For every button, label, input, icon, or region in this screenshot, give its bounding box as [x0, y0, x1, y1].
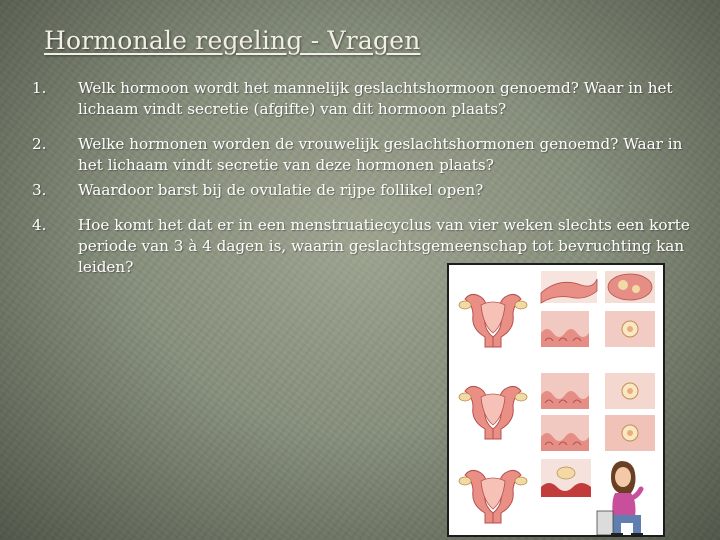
- girl-figure-icon: [597, 461, 643, 535]
- question-text: Hoe komt het dat er in een menstruatiecyclus van vier weken slechts een korte periode van 3 à 4 dagen is, waarin geslachtsgemeenschap tot bevruchting kan leiden?: [78, 216, 690, 276]
- ovary-follicles-icon: [605, 271, 655, 303]
- question-number: 2.: [32, 135, 47, 153]
- mucosa-detail-icon: [541, 415, 589, 451]
- egg-cell-icon: [605, 415, 655, 451]
- uterus-diagram-icon: [459, 470, 527, 523]
- egg-cell-icon: [605, 311, 655, 347]
- mucosa-detail-icon: [541, 373, 589, 409]
- slide-title: Hormonale regeling - Vragen: [44, 26, 421, 55]
- oviduct-detail-icon: [541, 271, 597, 303]
- question-text: Welke hormonen worden de vrouwelijk geslachtshormonen genoemd? Waar in het lichaam vindt secretie van deze hormonen plaats?: [78, 135, 683, 174]
- question-text: Waardoor barst bij de ovulatie de rijpe follikel open?: [78, 181, 484, 199]
- question-list: [20, 78, 710, 278]
- question-number: 3.: [32, 181, 47, 199]
- uterus-diagram-icon: [459, 294, 527, 347]
- question-text: Welk hormoon wordt het mannelijk geslachtshormoon genoemd? Waar in het lichaam vindt secretie (afgifte) van dit hormoon plaats?: [78, 79, 673, 118]
- mucosa-detail-icon: [541, 311, 589, 347]
- menstruation-detail-icon: [541, 459, 591, 497]
- question-item: [20, 78, 710, 120]
- uterus-diagram-icon: [459, 386, 527, 439]
- egg-cell-icon: [605, 373, 655, 409]
- question-item: [20, 180, 710, 201]
- question-item: [20, 134, 710, 176]
- menstrual-cycle-illustration: [447, 263, 665, 537]
- question-number: 4.: [32, 216, 47, 234]
- question-number: 1.: [32, 79, 47, 97]
